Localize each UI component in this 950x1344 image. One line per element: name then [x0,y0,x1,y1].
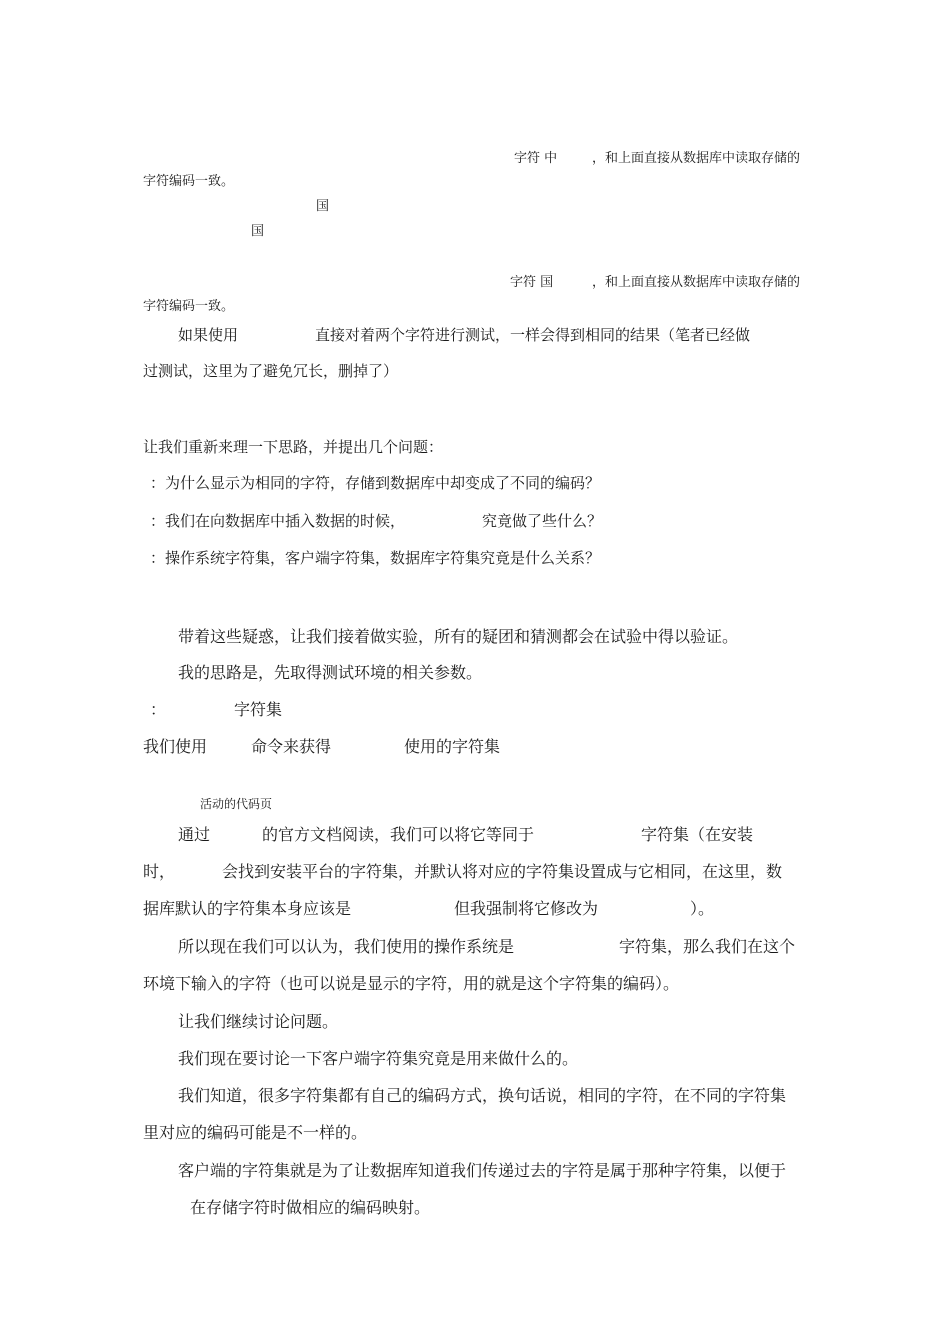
text-line: 国 [251,224,265,239]
text-line: 使用的字符集 [404,737,501,756]
text-line: 我们现在要讨论一下客户端字符集究竟是用来做什么的。 [178,1049,579,1068]
text-line: 会找到安装平台的字符集，并默认将对应的字符集设置成与它相同，在这里，数 [222,862,783,881]
text-line: 字符 国 [510,275,554,290]
text-line: 我们使用 [143,737,208,756]
text-line: 命令来获得 [251,737,332,756]
heading-line: 字符集 [234,700,283,719]
text-line: 字符 中 [514,151,558,166]
caption: 活动的代码页 [200,797,273,811]
text-line: 但我强制将它修改为 [454,899,599,918]
text-line: 让我们继续讨论问题。 [178,1012,339,1031]
text-line: ，和上面直接从数据库中读取存储的 [592,275,801,290]
question-2: ：我们在向数据库中插入数据的时候， [150,512,406,530]
text-line: 字符集，那么我们在这个 [619,937,796,956]
text-line: 字符集（在安装 [641,825,754,844]
question-2-end: 究竟做了些什么？ [482,512,603,530]
heading-line: ： [150,700,167,719]
text-line: 所以现在我们可以认为，我们使用的操作系统是 [178,937,515,956]
text-line: 环境下输入的字符（也可以说是显示的字符，用的就是这个字符集的编码）。 [143,974,680,993]
text-line: 直接对着两个字符进行测试，一样会得到相同的结果（笔者已经做 [315,326,751,344]
text-line: 在存储字符时做相应的编码映射。 [190,1198,431,1217]
text-line: 过测试，这里为了避免冗长，删掉了） [143,362,399,380]
text-line: 字符编码一致。 [143,299,235,314]
question-3: ：操作系统字符集，客户端字符集，数据库字符集究竟是什么关系？ [150,549,601,567]
text-line: ）。 [690,899,715,918]
question-1: ：为什么显示为相同的字符，存储到数据库中却变成了不同的编码？ [150,474,601,492]
text-line: 我的思路是，先取得测试环境的相关参数。 [178,663,483,682]
text-line: ，和上面直接从数据库中读取存储的 [592,151,801,166]
text-line: 通过 [178,825,211,844]
text-line: 如果使用 [178,326,239,344]
text-line: 字符编码一致。 [143,174,235,189]
text-line: 带着这些疑惑，让我们接着做实验，所有的疑团和猜测都会在试验中得以验证。 [178,627,739,646]
text-line: 的官方文档阅读，我们可以将它等同于 [262,825,535,844]
text-line: 据库默认的字符集本身应该是 [143,899,352,918]
text-line: 让我们重新来理一下思路，并提出几个问题： [143,438,444,456]
text-line: 国 [316,199,330,214]
text-line: 里对应的编码可能是不一样的。 [143,1123,368,1142]
text-line: 时， [143,862,176,881]
text-line: 我们知道，很多字符集都有自己的编码方式，换句话说，相同的字符，在不同的字符集 [178,1086,787,1105]
text-line: 客户端的字符集就是为了让数据库知道我们传递过去的字符是属于那种字符集，以便于 [178,1161,787,1180]
